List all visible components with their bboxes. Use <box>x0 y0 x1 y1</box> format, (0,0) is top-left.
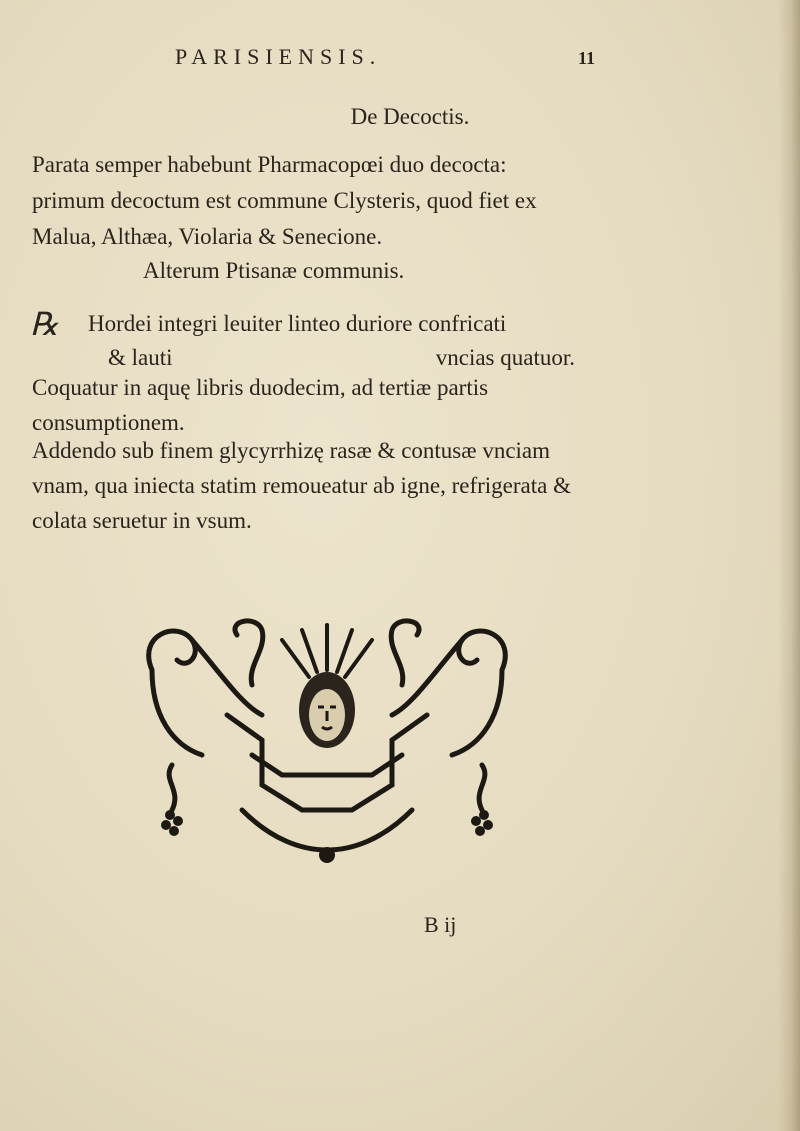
section-title: De Decoctis. <box>350 104 470 129</box>
subheading-ptisana: Alterum Ptisanæ communis. <box>143 258 405 283</box>
paragraph-decocta: Parata semper habebunt Pharmacopœi duo decocta: primum decoctum est commune Clysteris, quod fiet ex Malua, Althæa, Violaria & Senecione. <box>32 152 537 249</box>
paragraph-coquatur: Coquatur in aquę libris duodecim, ad tertiæ partis consumptionem. <box>32 375 489 435</box>
signature-mark: B ij <box>424 912 457 937</box>
recipe-line-2-left: & lauti <box>108 345 173 370</box>
page-number: 11 <box>577 48 595 68</box>
page-header <box>175 44 595 84</box>
recipe-symbol: ℞ <box>30 306 59 342</box>
recipe-line-2-right: vncias quatuor. <box>435 345 575 370</box>
recipe-line-1: Hordei integri leuiter linteo duriore confricati <box>88 311 507 336</box>
paragraph-addendo: Addendo sub finem glycyrrhizę rasæ & contusæ vnciam vnam, qua iniecta statim remoueatur ab igne, refrigerata & colata seruetur in vsum. <box>32 438 571 533</box>
page-edge-shadow <box>778 0 800 1131</box>
running-head: PARISIENSIS. <box>175 44 382 69</box>
woodcut-ornament <box>132 615 522 870</box>
